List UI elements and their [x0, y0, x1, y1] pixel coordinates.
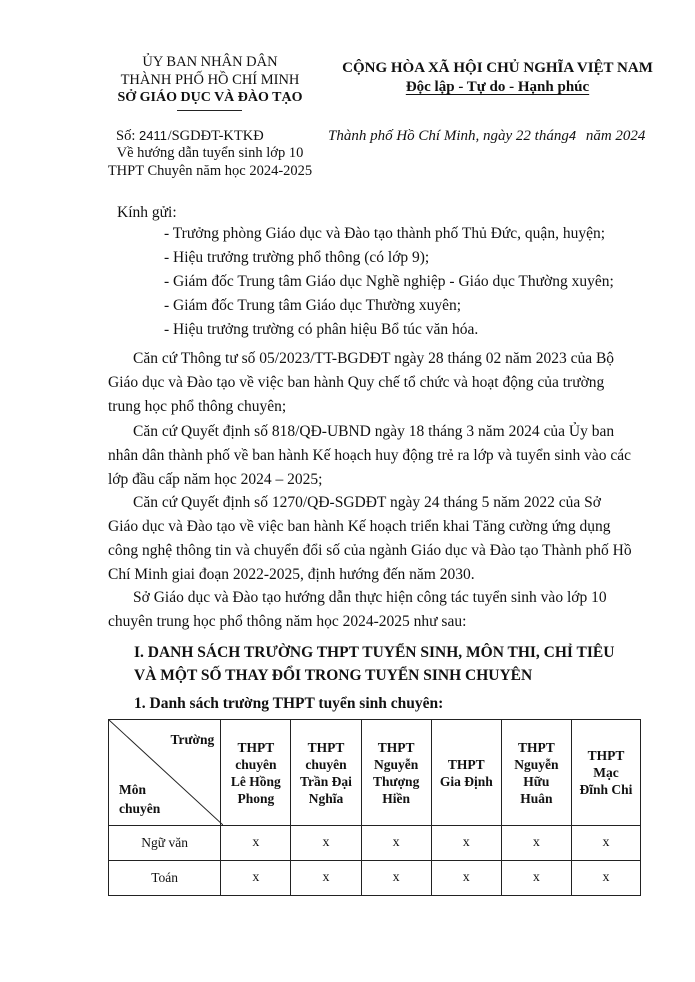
recipients-label: Kính gửi:: [117, 204, 177, 221]
mark-cell: x: [291, 861, 361, 896]
doc-number: 2411: [138, 128, 167, 143]
section-heading: [134, 641, 614, 687]
doc-subject: [85, 144, 335, 180]
paragraph-line: công nghệ thông tin và chuyển đổi số của ngành Giáo dục và Đào tạo Thành phố Hồ: [108, 542, 632, 559]
paragraph-line: Giáo dục và Đào tạo về việc ban hành Kế hoạch triển khai Tăng cường ứng dụng: [108, 518, 611, 535]
header-line: Hữu: [523, 773, 550, 789]
recipient-item: - Trưởng phòng Giáo dục và Đào tạo thành phố Thủ Đức, quận, huyện;: [164, 225, 606, 242]
paragraph-legal-basis-3: [108, 491, 642, 587]
date-month-label: tháng: [534, 128, 569, 144]
mark-cell: x: [361, 826, 431, 861]
recipient-item: - Giám đốc Trung tâm Giáo dục Nghề nghiệp - Giáo dục Thường xuyên;: [164, 273, 614, 290]
issuer-department: SỞ GIÁO DỤC VÀ ĐÀO TẠO: [117, 90, 303, 105]
header-line: chuyên: [235, 756, 277, 772]
mark-cell: x: [431, 861, 501, 896]
header-line: THPT: [307, 739, 345, 755]
mark-cell: x: [431, 826, 501, 861]
doc-number-suffix: /SGDĐT-KTKĐ: [167, 128, 264, 144]
issuer-block: [95, 53, 325, 107]
paragraph-line: Chí Minh giai đoạn 2022-2025, định hướng đến năm 2030.: [108, 566, 475, 583]
doc-number-line: [116, 127, 264, 145]
section-heading-line-1: I. DANH SÁCH TRƯỜNG THPT TUYỂN SINH, MÔN THI, CHỈ TIÊU: [134, 644, 615, 661]
paragraph-intro: [108, 586, 642, 634]
mark-cell: x: [291, 826, 361, 861]
column-header-school: [571, 720, 640, 826]
corner-label-school: Trường: [170, 732, 215, 747]
issuer-line-1: ỦY BAN NHÂN DÂN: [142, 54, 278, 70]
doc-number-prefix: Số:: [116, 128, 136, 144]
table-row: [109, 826, 641, 861]
header-line: Thượng: [372, 773, 420, 789]
paragraph-line: chuyên trung học phổ thông năm học 2024-2025 như sau:: [108, 613, 467, 630]
place-date-prefix: Thành phố Hồ Chí Minh, ngày: [328, 128, 513, 144]
section-heading-line-2: VÀ MỘT SỐ THAY ĐỔI TRONG TUYỂN SINH CHUYÊN: [134, 667, 533, 684]
column-header-school: [431, 720, 501, 826]
national-title: CỘNG HÒA XÃ HỘI CHỦ NGHĨA VIỆT NAM: [342, 60, 653, 76]
national-motto: [325, 79, 670, 96]
corner-label-line: Môn: [119, 782, 146, 797]
mark-cell: x: [221, 861, 291, 896]
recipient-item: - Hiệu trưởng trường có phân hiệu Bổ túc văn hóa.: [164, 321, 479, 338]
header-line: chuyên: [305, 756, 347, 772]
subject-cell: Toán: [109, 861, 221, 896]
recipient-item: - Giám đốc Trung tâm Giáo dục Thường xuyên;: [164, 297, 462, 314]
header-line: Hiền: [382, 790, 411, 806]
header-line: THPT: [517, 739, 555, 755]
paragraph-legal-basis-1: [108, 347, 642, 419]
paragraph-line: Sở Giáo dục và Đào tạo hướng dẫn thực hiện công tác tuyển sinh vào lớp 10: [133, 589, 607, 606]
column-header-school: [221, 720, 291, 826]
header-line: THPT: [237, 739, 275, 755]
subject-cell: Ngữ văn: [109, 826, 221, 861]
corner-label-subject: [119, 780, 160, 818]
header-line: Trần Đại: [300, 773, 352, 789]
column-header-school: [291, 720, 361, 826]
paragraph-line: Căn cứ Quyết định số 818/QĐ-UBND ngày 18 tháng 3 năm 2024 của Ủy ban: [133, 423, 615, 440]
column-header-school: [361, 720, 431, 826]
paragraph-line: trung học phổ thông chuyên;: [108, 398, 287, 415]
mark-cell: x: [571, 826, 640, 861]
table-row: [109, 861, 641, 896]
header-line: THPT: [447, 756, 485, 772]
paragraph-line: lớp đầu cấp năm học 2024 – 2025;: [108, 471, 323, 488]
mark-cell: x: [571, 861, 640, 896]
corner-label-line: chuyên: [119, 801, 161, 816]
header-line: THPT: [587, 748, 625, 763]
place-date: [328, 128, 645, 145]
header-line: Nguyễn: [374, 756, 419, 772]
header-line: Phong: [237, 790, 275, 806]
paragraph-line: Căn cứ Thông tư số 05/2023/TT-BGDĐT ngày 28 tháng 02 năm 2023 của Bộ: [133, 350, 615, 367]
doc-subject-line-2: THPT Chuyên năm học 2024-2025: [107, 163, 313, 179]
column-header-school: [501, 720, 571, 826]
date-year: năm 2024: [585, 128, 646, 144]
header-line: Đĩnh Chi: [579, 782, 633, 797]
date-day: 22: [515, 128, 531, 144]
table-header-row: [109, 720, 641, 826]
mark-cell: x: [501, 826, 571, 861]
paragraph-line: Căn cứ Quyết định số 1270/QĐ-SGDĐT ngày 24 tháng 5 năm 2022 của Sở: [133, 494, 601, 511]
header-line: Lê Hồng: [230, 773, 281, 789]
paragraph-line: nhân dân thành phố về ban hành Kế hoạch huy động trẻ ra lớp và tuyển sinh vào các: [108, 447, 631, 464]
issuer-underline: [177, 110, 242, 111]
issuer-line-2: THÀNH PHỐ HỒ CHÍ MINH: [120, 72, 300, 88]
table-corner-cell: [109, 720, 221, 826]
date-month: 4: [568, 128, 577, 143]
recipient-item: - Hiệu trưởng trường phổ thông (có lớp 9);: [164, 249, 430, 266]
header-line: THPT: [377, 739, 415, 755]
header-line: Nguyễn: [514, 756, 559, 772]
national-motto-text: Độc lập - Tự do - Hạnh phúc: [405, 79, 590, 95]
schools-table: [108, 719, 641, 896]
subsection-heading: 1. Danh sách trường THPT tuyển sinh chuyên:: [134, 695, 444, 712]
recipients-list: [164, 222, 614, 342]
header-line: Mạc: [593, 765, 619, 780]
header-line: Gia Định: [439, 773, 493, 789]
mark-cell: x: [501, 861, 571, 896]
doc-subject-line-1: Về hướng dẫn tuyển sinh lớp 10: [116, 145, 304, 161]
paragraph-line: Giáo dục và Đào tạo về việc ban hành Quy chế tổ chức và hoạt động của trường: [108, 374, 605, 391]
mark-cell: x: [221, 826, 291, 861]
header-line: Huân: [520, 790, 553, 806]
paragraph-legal-basis-2: [108, 420, 642, 492]
header-line: Nghĩa: [308, 790, 344, 806]
mark-cell: x: [361, 861, 431, 896]
